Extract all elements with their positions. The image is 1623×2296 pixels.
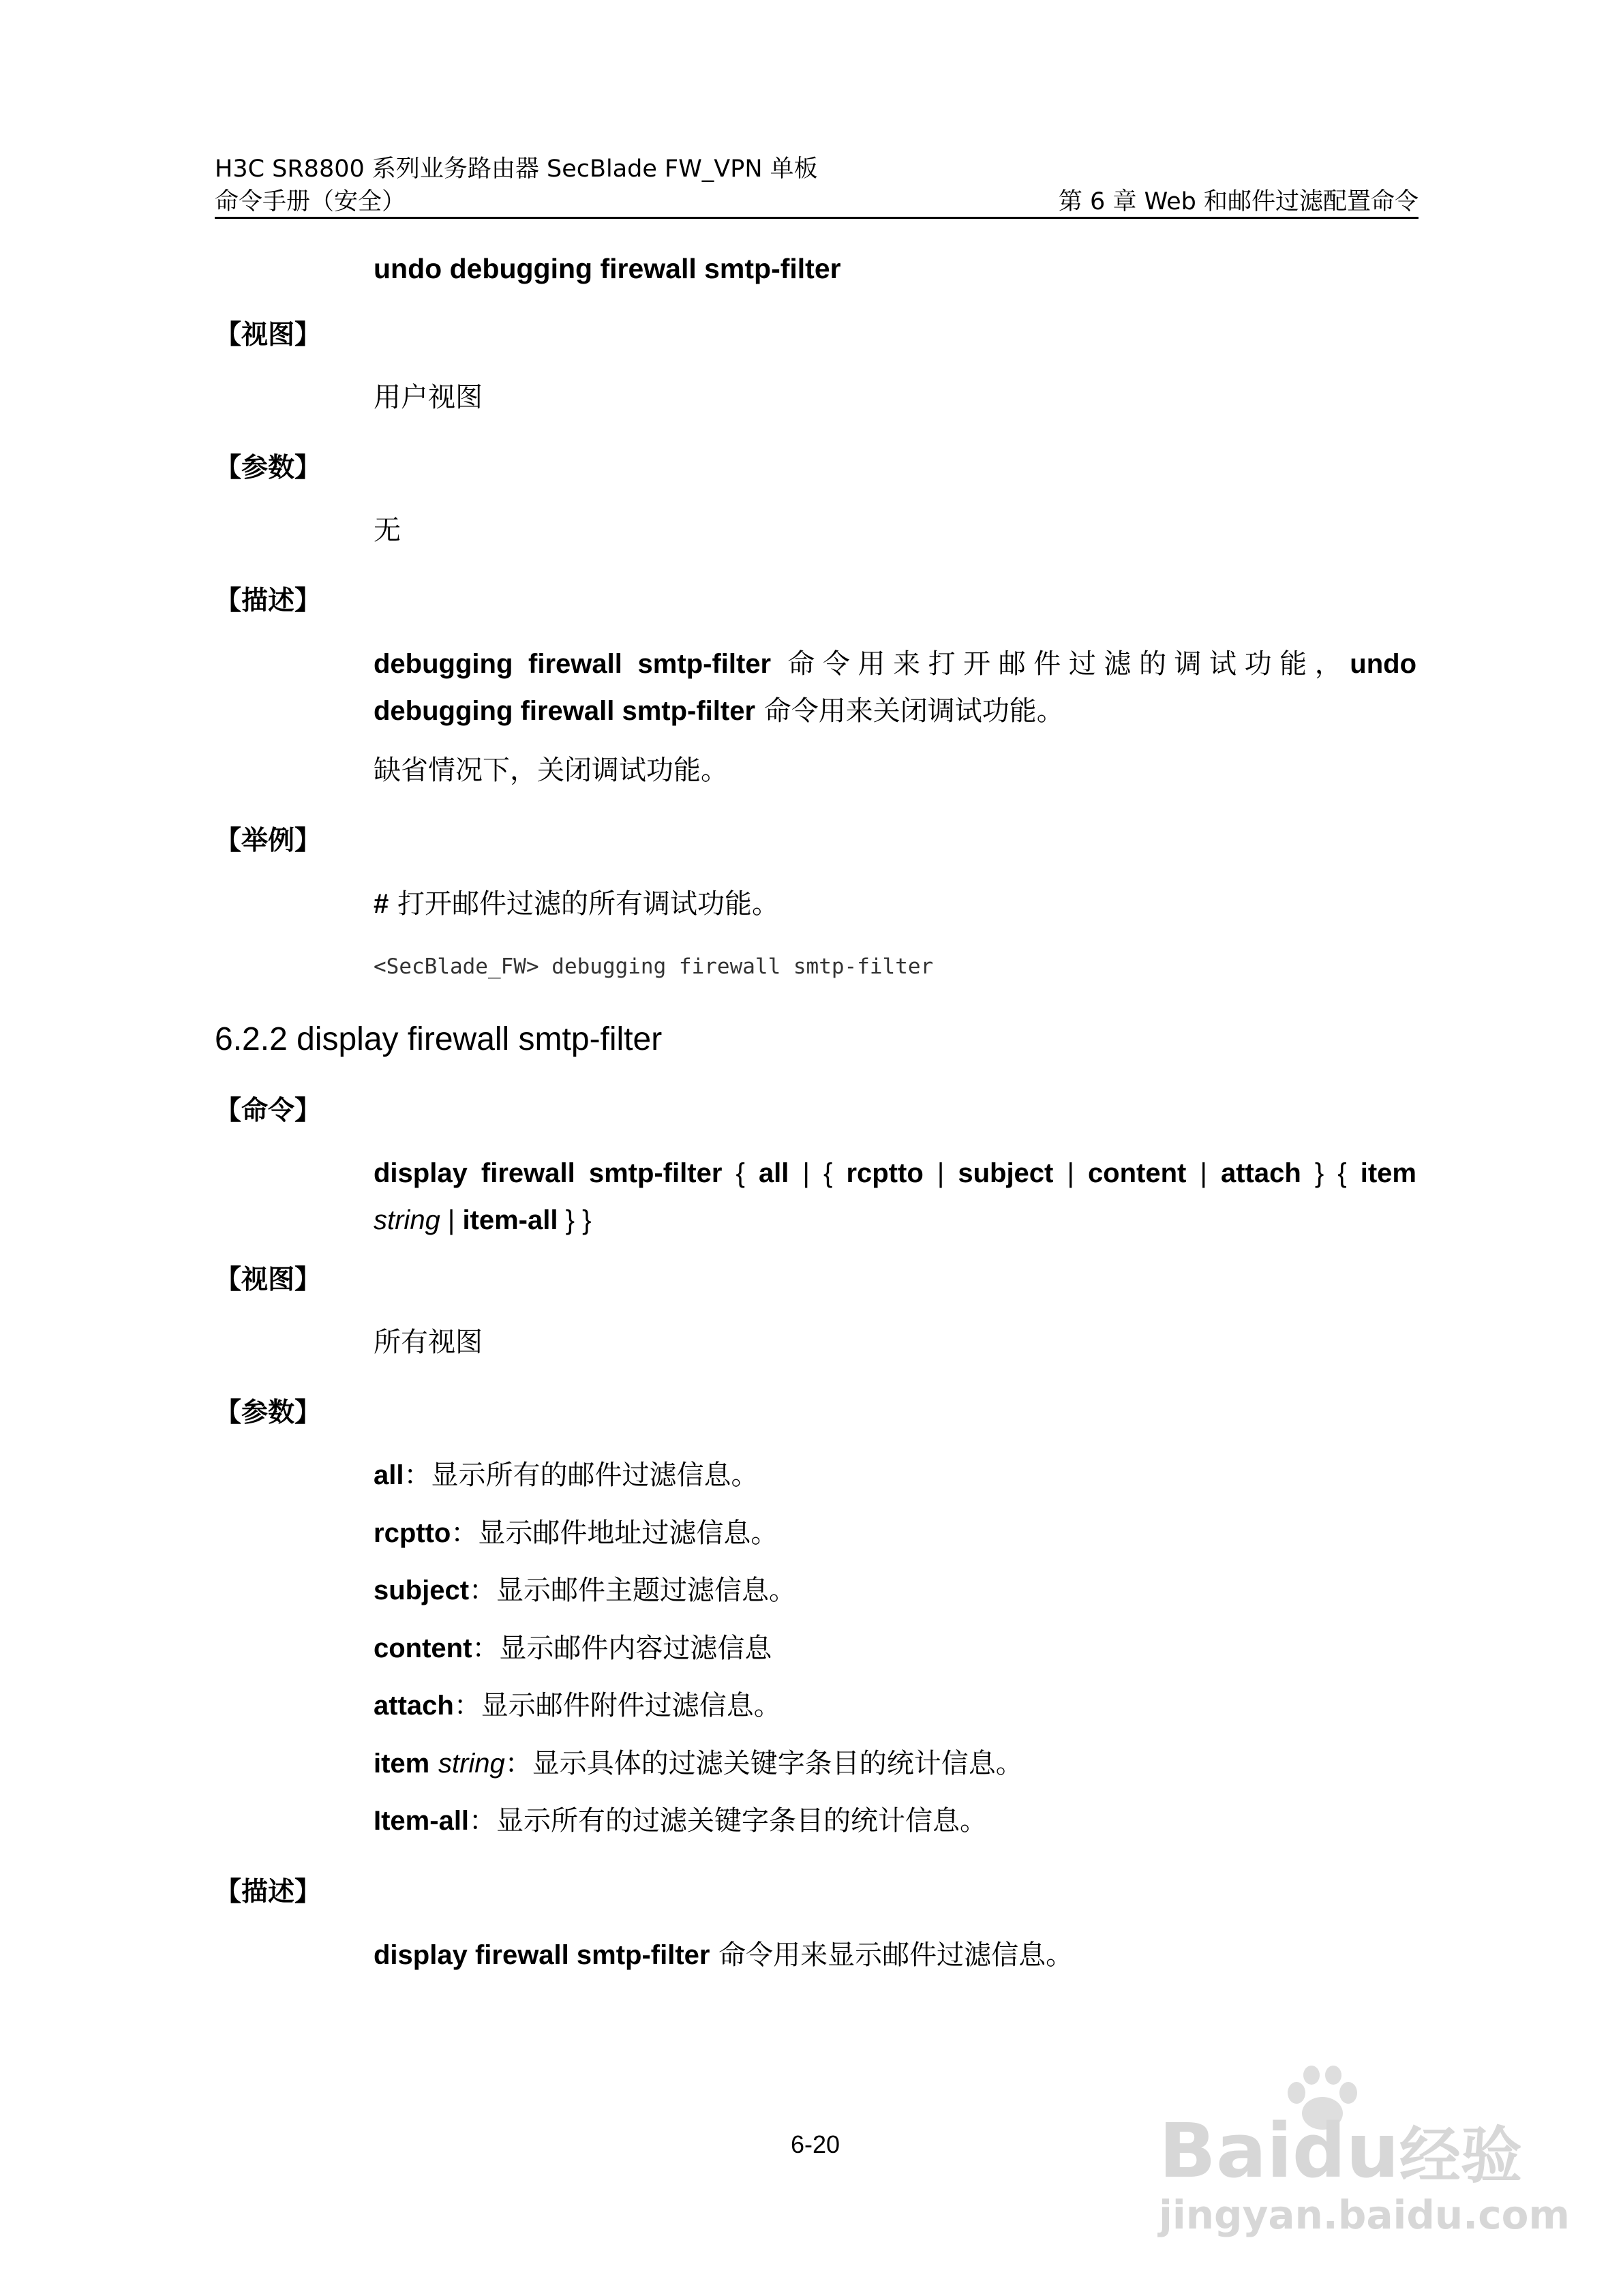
param-desc: ：显示具体的过滤关键字条目的统计信息。 xyxy=(504,1748,1023,1779)
watermark-logo xyxy=(1159,2107,1522,2197)
syntax-keyword: item xyxy=(1360,1158,1416,1188)
desc-undo: undo xyxy=(1350,649,1416,679)
syntax-keyword: all xyxy=(758,1158,789,1188)
param-name: item xyxy=(374,1749,430,1779)
param-name: content xyxy=(374,1633,472,1663)
syntax-keyword: content xyxy=(1087,1158,1187,1188)
param-argument: string xyxy=(438,1749,505,1779)
page-number: 6-20 xyxy=(791,2130,840,2158)
example-code: <SecBlade_FW> debugging firewall smtp-filter xyxy=(374,954,934,979)
param-desc: ：显示邮件附件过滤信息。 xyxy=(453,1690,781,1721)
param-desc: ：显示邮件地址过滤信息。 xyxy=(451,1517,778,1549)
param-item xyxy=(374,1803,987,1839)
watermark-brand-du: du xyxy=(1292,2107,1399,2194)
syntax-pipe: | xyxy=(1186,1158,1221,1188)
param-desc: ：显示所有的过滤关键字条目的统计信息。 xyxy=(469,1805,988,1837)
param-heading: 【参数】 xyxy=(215,453,322,483)
desc-line xyxy=(374,1937,1073,1973)
syntax-line1 xyxy=(374,1155,1416,1191)
param-item xyxy=(374,1688,781,1723)
desc-command: display firewall smtp-filter xyxy=(374,1940,710,1970)
param-desc: ：显示邮件内容过滤信息 xyxy=(472,1633,772,1664)
desc-line2 xyxy=(374,693,1064,729)
watermark-brand-cn: 经验 xyxy=(1399,2120,1522,2192)
syntax-keyword: item-all xyxy=(462,1205,558,1235)
view-heading: 【视图】 xyxy=(215,320,322,350)
view-value: 所有视图 xyxy=(374,1327,483,1358)
param-name: subject xyxy=(374,1575,470,1605)
syntax-line2 xyxy=(374,1203,591,1238)
desc-text: 命令用来关闭调试功能。 xyxy=(755,695,1064,727)
example-text: 打开邮件过滤的所有调试功能。 xyxy=(389,888,779,920)
header-title-line1: H3C SR8800 系列业务路由器 SecBlade FW_VPN 单板 xyxy=(215,155,818,183)
view-value: 用户视图 xyxy=(374,382,483,413)
desc-text: 命令用来打开邮件过滤的调试功能， xyxy=(771,648,1350,680)
hash-mark: # xyxy=(374,889,389,919)
undo-command: undo debugging firewall smtp-filter xyxy=(374,253,841,284)
desc-heading: 【描述】 xyxy=(215,1877,322,1907)
watermark-brand-latin: Bai xyxy=(1159,2107,1292,2194)
command-heading: 【命令】 xyxy=(215,1096,322,1126)
syntax-pipe: | xyxy=(923,1158,958,1188)
syntax-brace: } } xyxy=(558,1205,592,1235)
syntax-brace: } { xyxy=(1301,1158,1361,1188)
desc-command: debugging firewall smtp-filter xyxy=(374,649,772,679)
param-value: 无 xyxy=(374,515,401,546)
param-desc: ：显示所有的邮件过滤信息。 xyxy=(404,1460,759,1491)
param-item xyxy=(374,1515,778,1551)
param-item xyxy=(374,1746,1023,1781)
header-rule xyxy=(215,217,1419,219)
header-title-line2: 命令手册（安全） xyxy=(215,188,406,215)
syntax-argument: string xyxy=(374,1205,440,1235)
syntax-pipe: | xyxy=(1053,1158,1088,1188)
section-heading: 6.2.2 display firewall smtp-filter xyxy=(215,1021,663,1057)
param-item xyxy=(374,1631,772,1666)
desc-default: 缺省情况下，关闭调试功能。 xyxy=(374,755,728,786)
desc-line1 xyxy=(374,646,1416,682)
param-item xyxy=(374,1457,758,1493)
syntax-brace: { xyxy=(722,1158,759,1188)
syntax-pipe: | xyxy=(440,1205,463,1235)
syntax-keyword: rcptto xyxy=(846,1158,924,1188)
param-desc: ：显示邮件主题过滤信息。 xyxy=(469,1575,797,1606)
param-heading: 【参数】 xyxy=(215,1398,322,1428)
syntax-keyword: subject xyxy=(958,1158,1054,1188)
desc-text: 命令用来显示邮件过滤信息。 xyxy=(710,1939,1074,1971)
param-name: rcptto xyxy=(374,1518,451,1548)
syntax-command: display firewall smtp-filter xyxy=(374,1158,723,1188)
example-comment xyxy=(374,886,779,922)
param-name: Item-all xyxy=(374,1806,470,1836)
header-chapter: 第 6 章 Web 和邮件过滤配置命令 xyxy=(1058,188,1419,215)
desc-heading: 【描述】 xyxy=(215,586,322,616)
watermark-url: jingyan.baidu.com xyxy=(1159,2192,1570,2238)
param-name: attach xyxy=(374,1691,454,1721)
example-heading: 【举例】 xyxy=(215,826,322,856)
view-heading: 【视图】 xyxy=(215,1265,322,1295)
syntax-brace: | { xyxy=(789,1158,847,1188)
desc-command: debugging firewall smtp-filter xyxy=(374,696,756,726)
syntax-keyword: attach xyxy=(1220,1158,1301,1188)
param-item xyxy=(374,1573,796,1608)
param-name: all xyxy=(374,1460,404,1490)
